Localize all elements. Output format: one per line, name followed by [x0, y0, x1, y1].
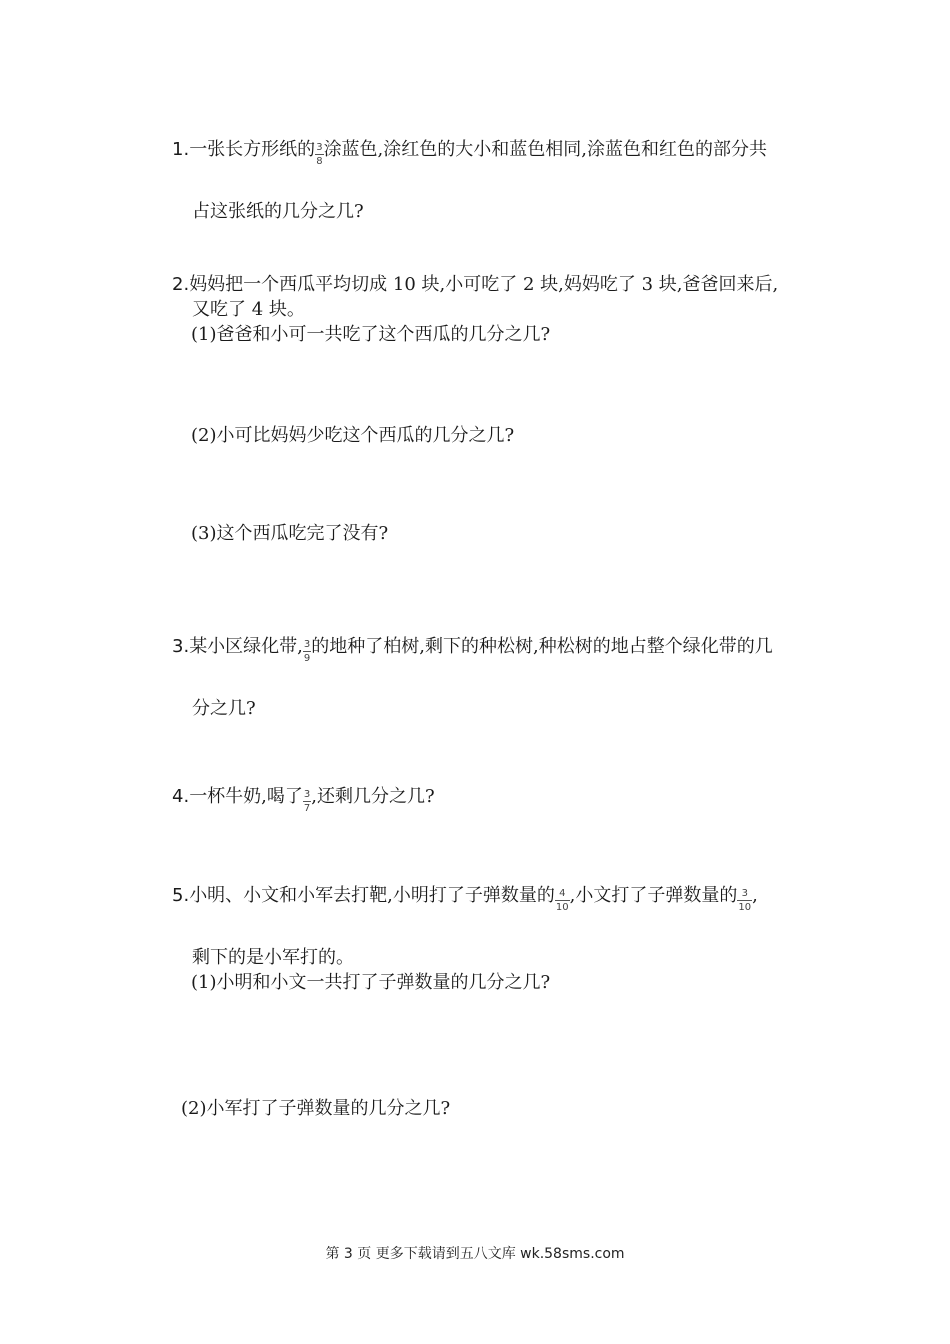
- fraction-bar: [555, 900, 570, 901]
- question-5-line-1: [172, 884, 758, 913]
- question-text: 小明、小文和小军去打靶,小明打了子弹数量的: [189, 885, 555, 906]
- fraction: [303, 789, 311, 814]
- question-text: 涂蓝色,涂红色的大小和蓝色相同,涂蓝色和红色的部分共: [323, 139, 768, 160]
- question-text: 的地种了柏树,剩下的种松树,种松树的地占整个绿化带的几: [311, 636, 773, 657]
- fraction-numerator: 3: [741, 888, 748, 899]
- fraction: [737, 888, 752, 913]
- fraction: [315, 142, 323, 167]
- fraction-numerator: 3: [303, 639, 311, 650]
- page-footer: 第 3 页 更多下载请到五八文库 wk.58sms.com: [325, 1246, 625, 1262]
- question-3-line-1: [172, 635, 773, 664]
- fraction-denominator: 10: [555, 902, 569, 913]
- question-2-line-1: [172, 273, 778, 297]
- fraction-bar: [315, 154, 323, 155]
- question-number: 1.: [172, 139, 190, 160]
- question-number: 3.: [172, 636, 190, 657]
- fraction-numerator: 3: [303, 789, 311, 800]
- fraction-denominator: 10: [738, 902, 752, 913]
- fraction: [555, 888, 570, 913]
- question-2-sub-3: (3)这个西瓜吃完了没有?: [191, 523, 389, 544]
- fraction-bar: [737, 900, 752, 901]
- question-number: 2.: [172, 274, 190, 295]
- question-1-line-2: 占这张纸的几分之几?: [192, 201, 364, 222]
- question-text: ,小文打了子弹数量的: [569, 885, 738, 906]
- fraction-denominator: 7: [303, 803, 311, 814]
- question-text: 妈妈把一个西瓜平均切成 10 块,小可吃了 2 块,妈妈吃了 3 块,爸爸回来后,: [189, 274, 779, 295]
- question-1-line-1: [172, 138, 767, 167]
- question-2-line-2: 又吃了 4 块。: [192, 299, 305, 320]
- question-text: 一张长方形纸的: [189, 139, 316, 160]
- fraction: [303, 639, 311, 664]
- fraction-bar: [303, 651, 311, 652]
- question-text: 某小区绿化带,: [189, 636, 303, 657]
- question-5-sub-2: (2)小军打了子弹数量的几分之几?: [181, 1098, 451, 1119]
- fraction-denominator: 9: [303, 653, 311, 664]
- question-text: ,还剩几分之几?: [311, 786, 435, 807]
- question-5-sub-1: (1)小明和小文一共打了子弹数量的几分之几?: [191, 972, 551, 993]
- question-text: 一杯牛奶,喝了: [189, 786, 303, 807]
- question-number: 4.: [172, 786, 190, 807]
- question-4-line-1: [172, 785, 435, 814]
- question-2-sub-2: (2)小可比妈妈少吃这个西瓜的几分之几?: [191, 425, 515, 446]
- question-text: ,: [752, 885, 758, 906]
- question-3-line-2: 分之几?: [192, 698, 256, 719]
- question-5-line-2: 剩下的是小军打的。: [192, 947, 354, 968]
- fraction-numerator: 3: [316, 142, 323, 153]
- question-2-sub-1: (1)爸爸和小可一共吃了这个西瓜的几分之几?: [191, 324, 551, 345]
- fraction-bar: [303, 801, 311, 802]
- fraction-denominator: 8: [316, 156, 323, 167]
- question-number: 5.: [172, 885, 190, 906]
- fraction-numerator: 4: [559, 888, 566, 899]
